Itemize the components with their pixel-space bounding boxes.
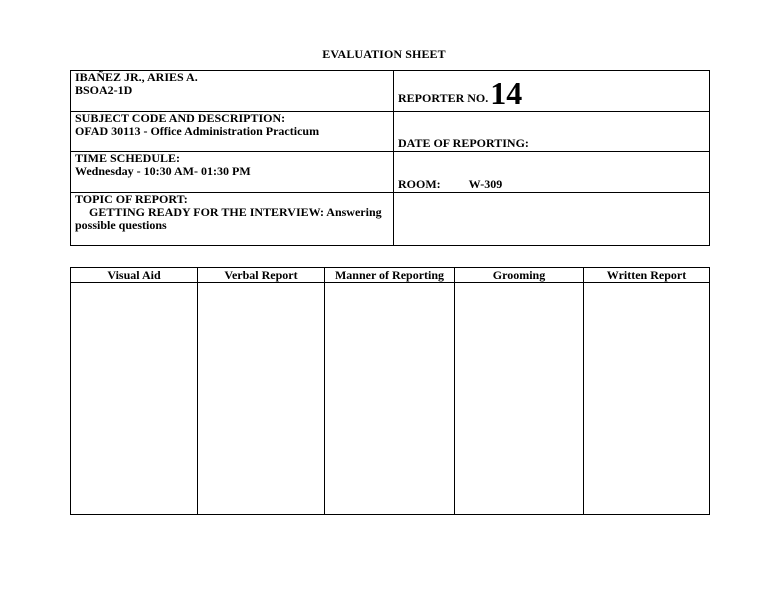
score-cell-written-report [584, 283, 710, 515]
room-label: ROOM: [398, 177, 441, 191]
criteria-header-grooming: Grooming [455, 268, 584, 283]
subject-cell [71, 112, 394, 152]
topic-cell [71, 193, 394, 246]
subject-value: OFAD 30113 - Office Administration Practicum [75, 124, 320, 138]
topic-line-2: possible questions [75, 218, 167, 232]
criteria-header-written-report: Written Report [584, 268, 710, 283]
report-info-table [70, 70, 710, 246]
reporter-number: 14 [490, 75, 523, 111]
score-cell-grooming [455, 283, 584, 515]
student-section: BSOA2-1D [75, 83, 133, 97]
reporter-cell [394, 71, 710, 112]
criteria-header-manner-of-reporting: Manner of Reporting [325, 268, 455, 283]
criteria-header-visual-aid: Visual Aid [71, 268, 198, 283]
criteria-header-verbal-report: Verbal Report [198, 268, 325, 283]
evaluation-criteria-table [70, 267, 710, 515]
topic-label: TOPIC OF REPORT: [75, 192, 188, 206]
student-name: IBAÑEZ JR., ARIES A. [75, 70, 198, 84]
score-cell-manner-of-reporting [325, 283, 455, 515]
schedule-cell [71, 152, 394, 193]
date-cell [394, 112, 710, 152]
date-label: DATE OF REPORTING: [398, 136, 529, 150]
subject-label: SUBJECT CODE AND DESCRIPTION: [75, 111, 286, 125]
topic-blank-cell [394, 193, 710, 246]
topic-line-1: GETTING READY FOR THE INTERVIEW: Answering [89, 205, 382, 219]
score-cell-verbal-report [198, 283, 325, 515]
student-cell [71, 71, 394, 112]
score-cell-visual-aid [71, 283, 198, 515]
schedule-label: TIME SCHEDULE: [75, 151, 181, 165]
page-title: EVALUATION SHEET [322, 47, 446, 61]
room-cell [394, 152, 710, 193]
room-value: W-309 [468, 177, 503, 191]
reporter-label: REPORTER NO. [398, 91, 489, 105]
schedule-value: Wednesday - 10:30 AM- 01:30 PM [75, 164, 251, 178]
